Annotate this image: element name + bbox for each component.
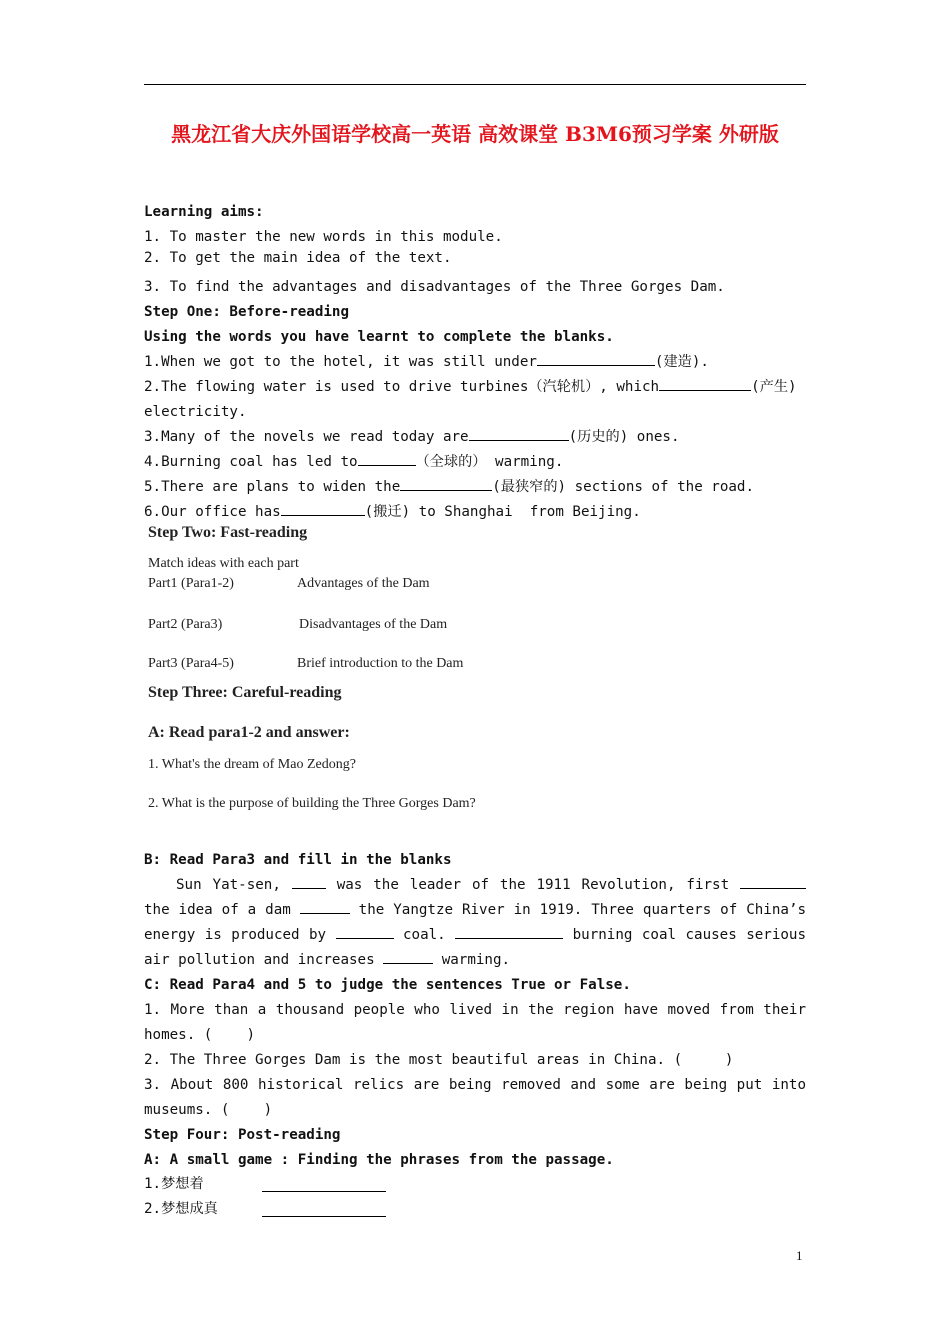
phrase-item: 2.梦想成真 bbox=[144, 1197, 806, 1222]
step4-heading: Step Four: Post-reading bbox=[144, 1127, 341, 1143]
answer-blank[interactable] bbox=[262, 1176, 386, 1192]
step2-instruction: Match ideas with each part bbox=[148, 556, 299, 571]
c-question-2: 2. The Three Gorges Dam is the most beautiful areas in China. ( ) bbox=[144, 1052, 734, 1068]
answer-blank[interactable] bbox=[659, 375, 751, 391]
part-idea: Brief introduction to the Dam bbox=[297, 656, 464, 671]
answer-blank[interactable] bbox=[383, 948, 433, 964]
phrase-item: 1.梦想着 bbox=[144, 1172, 806, 1197]
aim-item: 1. To master the new words in this module. bbox=[144, 229, 503, 245]
answer-blank[interactable] bbox=[262, 1201, 386, 1217]
c-question-1: 1. More than a thousand people who lived in the region have moved from their bbox=[144, 1002, 806, 1018]
blank-question-5: 5.There are plans to widen the (最狭窄的) sections of the road. bbox=[144, 475, 806, 500]
step3-a-question: 1. What's the dream of Mao Zedong? bbox=[148, 757, 356, 772]
answer-blank[interactable] bbox=[358, 450, 416, 466]
part-label: Part3 (Para4-5) bbox=[148, 656, 234, 671]
aims-heading: Learning aims: bbox=[144, 204, 264, 220]
b-line-1: Sun Yat-sen, was the leader of the 1911 Revolution, first bbox=[176, 873, 806, 898]
aim-item: 3. To find the advantages and disadvantages of the Three Gorges Dam. bbox=[144, 279, 725, 295]
step3-heading: Step Three: Careful-reading bbox=[148, 684, 342, 701]
blank-question-2: 2.The flowing water is used to drive turbines（汽轮机）, which (产生) bbox=[144, 375, 806, 400]
c-question-3-cont: museums. ( ) bbox=[144, 1102, 273, 1118]
answer-blank[interactable] bbox=[740, 873, 806, 889]
step1-instruction: Using the words you have learnt to complete the blanks. bbox=[144, 329, 614, 345]
blank-question-4: 4.Burning coal has led to （全球的） warming. bbox=[144, 450, 806, 475]
answer-blank[interactable] bbox=[300, 898, 350, 914]
c-question-1-cont: homes. ( ) bbox=[144, 1027, 256, 1043]
blank-question-3: 3.Many of the novels we read today are (历史的) ones. bbox=[144, 425, 806, 450]
step2-heading: Step Two: Fast-reading bbox=[148, 524, 308, 541]
answer-blank[interactable] bbox=[537, 350, 655, 366]
blank-question-6: 6.Our office has (搬迁) to Shanghai from Beijing. bbox=[144, 500, 806, 525]
answer-blank[interactable] bbox=[400, 475, 492, 491]
step3-b-heading: B: Read Para3 and fill in the blanks bbox=[144, 852, 452, 868]
blank-question-2-cont: electricity. bbox=[144, 404, 247, 420]
step3-a-question: 2. What is the purpose of building the Three Gorges Dam? bbox=[148, 796, 476, 811]
step3-a-heading: A: Read para1-2 and answer: bbox=[148, 724, 350, 741]
page-title: 黑龙江省大庆外国语学校高一英语 高效课堂 B3M6预习学案 外研版 bbox=[171, 122, 779, 146]
aim-item: 2. To get the main idea of the text. bbox=[144, 250, 452, 266]
answer-blank[interactable] bbox=[336, 923, 394, 939]
step1-heading: Step One: Before-reading bbox=[144, 304, 349, 320]
part-idea: Advantages of the Dam bbox=[297, 576, 430, 591]
b-line-3: energy is produced by coal. burning coal causes serious bbox=[144, 923, 806, 948]
part-idea: Disadvantages of the Dam bbox=[299, 617, 448, 632]
part-label: Part2 (Para3) bbox=[148, 617, 223, 632]
b-line-4: air pollution and increases warming. bbox=[144, 948, 806, 973]
part-label: Part1 (Para1-2) bbox=[148, 576, 234, 591]
step3-c-heading: C: Read Para4 and 5 to judge the sentences True or False. bbox=[144, 977, 631, 993]
answer-blank[interactable] bbox=[469, 425, 569, 441]
answer-blank[interactable] bbox=[455, 923, 563, 939]
top-rule bbox=[144, 84, 806, 85]
step4-a-heading: A: A small game : Finding the phrases from the passage. bbox=[144, 1152, 614, 1168]
c-question-3: 3. About 800 historical relics are being removed and some are being put into bbox=[144, 1077, 806, 1093]
answer-blank[interactable] bbox=[281, 500, 365, 516]
answer-blank[interactable] bbox=[292, 873, 326, 889]
page-number: 1 bbox=[796, 1248, 803, 1263]
b-line-2: the idea of a dam the Yangtze River in 1919. Three quarters of China’s bbox=[144, 898, 806, 923]
blank-question-1: 1.When we got to the hotel, it was still under (建造). bbox=[144, 350, 806, 375]
